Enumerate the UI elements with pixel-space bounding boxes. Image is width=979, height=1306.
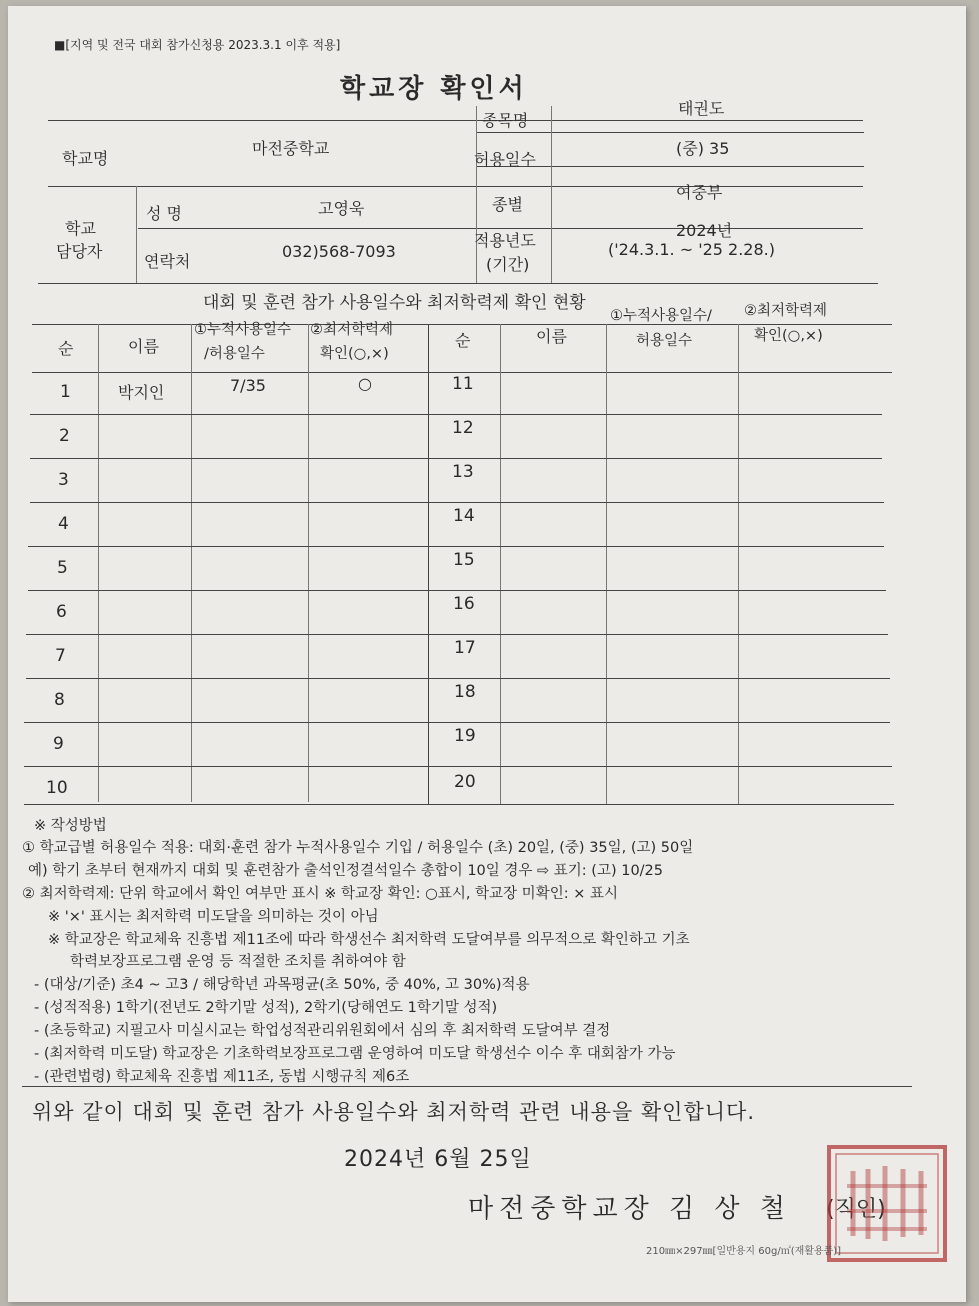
- row-number: 10: [46, 778, 68, 798]
- note-2: ② 최저학력제: 단위 학교에서 확인 여부만 표시 ※ 학교장 확인: ○표시, 학교장 미확인: × 표시: [22, 886, 618, 902]
- col-days-header-right: ①누적사용일수/: [610, 308, 712, 324]
- row-number-right: 18: [454, 682, 476, 702]
- row-rule: [28, 546, 884, 547]
- paper-spec-footer: 210㎜×297㎜[일반용지 60g/㎡(재활용품)]: [646, 1246, 842, 1257]
- note-detail: - (성적적용) 1학기(전년도 2학기말 성적), 2학기(당해연도 1학기말 성적): [34, 1000, 498, 1016]
- name-label: 성 명: [146, 204, 182, 223]
- table-bottom-rule: [24, 804, 894, 805]
- rule: [22, 1086, 912, 1087]
- manager-label-2: 담당자: [56, 242, 103, 261]
- note-2-b: ※ 학교장은 학교체육 진흥법 제11조에 따라 학생선수 최저학력 도달여부를 의무적으로 확인하고 기초: [48, 932, 690, 948]
- row-number: 2: [59, 426, 70, 446]
- col-min-header-2: 확인(○,×): [320, 346, 389, 362]
- col-min-header: ②최저학력제: [310, 322, 394, 338]
- note-detail: - (최저학력 미도달) 학교장은 기초학력보장프로그램 운영하여 미도달 학생선수 이수 후 대회참가 가능: [34, 1046, 676, 1062]
- divider: [551, 106, 552, 283]
- note-detail: - (관련법령) 학교체육 진흥법 제11조, 동법 시행규칙 제6조: [34, 1069, 410, 1085]
- note-2-b-cont: 학력보장프로그램 운영 등 적절한 조치를 취하여야 함: [70, 954, 406, 970]
- row-min-check: ○: [358, 374, 372, 393]
- category-label: 종별: [492, 195, 523, 214]
- row-number-right: 17: [454, 638, 476, 658]
- row-number: 5: [57, 558, 68, 578]
- divider: [308, 324, 309, 802]
- divider: [606, 324, 607, 804]
- row-number: 9: [53, 734, 64, 754]
- contact-value: 032)568-7093: [282, 242, 396, 261]
- row-days: 7/35: [230, 376, 266, 395]
- col-min-header-right-2: 확인(○,×): [754, 328, 823, 344]
- row-number-right: 11: [452, 374, 474, 394]
- event-value: 태권도: [678, 99, 725, 118]
- row-number: 1: [60, 382, 71, 402]
- divider: [98, 324, 99, 802]
- allowed-value: (중) 35: [676, 139, 730, 158]
- official-seal-mark: (직인): [826, 1197, 886, 1222]
- rule: [38, 283, 878, 284]
- issue-date: 2024년 6월 25일: [344, 1147, 532, 1172]
- row-number-right: 20: [454, 772, 476, 792]
- col-days-header: ①누적사용일수: [194, 322, 292, 338]
- principal-signature: 마전중학교장 김 상 철: [468, 1194, 791, 1224]
- event-label: 종목명: [482, 111, 529, 130]
- year-label: 적용년도: [474, 231, 536, 250]
- school-value: 마전중학교: [252, 139, 330, 158]
- notes-heading: ※ 작성방법: [34, 818, 107, 834]
- divider: [500, 324, 501, 804]
- note-1: ① 학교급별 허용일수 적용: 대회·훈련 참가 누적사용일수 기입 / 허용일수 (초) 20일, (중) 35일, (고) 50일: [22, 840, 694, 856]
- col-days-header-2: /허용일수: [204, 346, 265, 362]
- row-number: 3: [58, 470, 69, 490]
- rule: [48, 186, 863, 187]
- note-1-example: 예) 학기 초부터 현재까지 대회 및 훈련참가 출석인정결석일수 총합이 10일 경우 ⇨ 표기: (고) 10/25: [28, 863, 664, 879]
- section-title: 대회 및 훈련 참가 사용일수와 최저학력제 확인 현황: [203, 293, 586, 313]
- note-detail: - (대상/기준) 초4 ~ 고3 / 해당학년 과목평균(초 50%, 중 40%, 고 30%)적용: [34, 977, 530, 993]
- official-seal-icon: [823, 1141, 951, 1266]
- year-value: 2024년: [676, 221, 733, 240]
- row-rule: [30, 458, 882, 459]
- note-detail: - (초등학교) 지필고사 미실시교는 학업성적관리위원회에서 심의 후 최저학력 도달여부 결정: [34, 1023, 611, 1039]
- table-header-rule: [32, 372, 892, 373]
- row-rule: [28, 590, 886, 591]
- contact-label: 연락처: [144, 252, 191, 271]
- name-value: 고영욱: [318, 199, 365, 218]
- divider: [191, 324, 192, 802]
- period-label: (기간): [486, 255, 530, 274]
- row-number-right: 12: [452, 418, 474, 438]
- row-rule: [30, 414, 882, 415]
- row-rule: [24, 722, 890, 723]
- col-name-header: 이름: [128, 337, 159, 356]
- row-rule: [26, 678, 890, 679]
- allowed-label: 허용일수: [474, 150, 536, 169]
- row-number: 8: [54, 690, 65, 710]
- col-days-header-right-2: 허용일수: [636, 333, 693, 349]
- rule: [476, 132, 864, 133]
- divider: [136, 186, 137, 283]
- row-number-right: 13: [452, 462, 474, 482]
- period-value: ('24.3.1. ~ '25 2.28.): [608, 240, 775, 259]
- note-2-a: ※ '×' 표시는 최저학력 미도달을 의미하는 것이 아님: [48, 909, 379, 925]
- document-page: [8, 6, 966, 1302]
- divider: [476, 106, 477, 283]
- row-number-right: 16: [453, 594, 475, 614]
- row-number-right: 19: [454, 726, 476, 746]
- confirmation-text: 위와 같이 대회 및 훈련 참가 사용일수와 최저학력 관련 내용을 확인합니다.: [32, 1100, 756, 1124]
- form-header: ■[지역 및 전국 대회 참가신청용 2023.3.1 이후 적용]: [54, 38, 341, 52]
- row-number: 4: [58, 514, 69, 534]
- col-min-header-right: ②최저학력제: [744, 303, 828, 319]
- page-title: 학교장 확인서: [340, 74, 528, 104]
- manager-label: 학교: [65, 219, 96, 238]
- row-rule: [26, 634, 888, 635]
- rule: [48, 120, 863, 121]
- col-no-header-right: 순: [455, 331, 471, 350]
- category-value: 여중부: [676, 183, 723, 202]
- col-name-header-right: 이름: [536, 327, 567, 346]
- divider: [738, 324, 739, 804]
- row-number-right: 15: [453, 550, 475, 570]
- row-number-right: 14: [453, 506, 475, 526]
- row-number: 6: [56, 602, 67, 622]
- row-number: 7: [55, 646, 66, 666]
- row-rule: [24, 766, 892, 767]
- divider: [428, 324, 429, 804]
- col-no-header: 순: [58, 339, 74, 358]
- school-label: 학교명: [62, 149, 109, 168]
- row-name: 박지인: [118, 383, 165, 402]
- row-rule: [30, 502, 884, 503]
